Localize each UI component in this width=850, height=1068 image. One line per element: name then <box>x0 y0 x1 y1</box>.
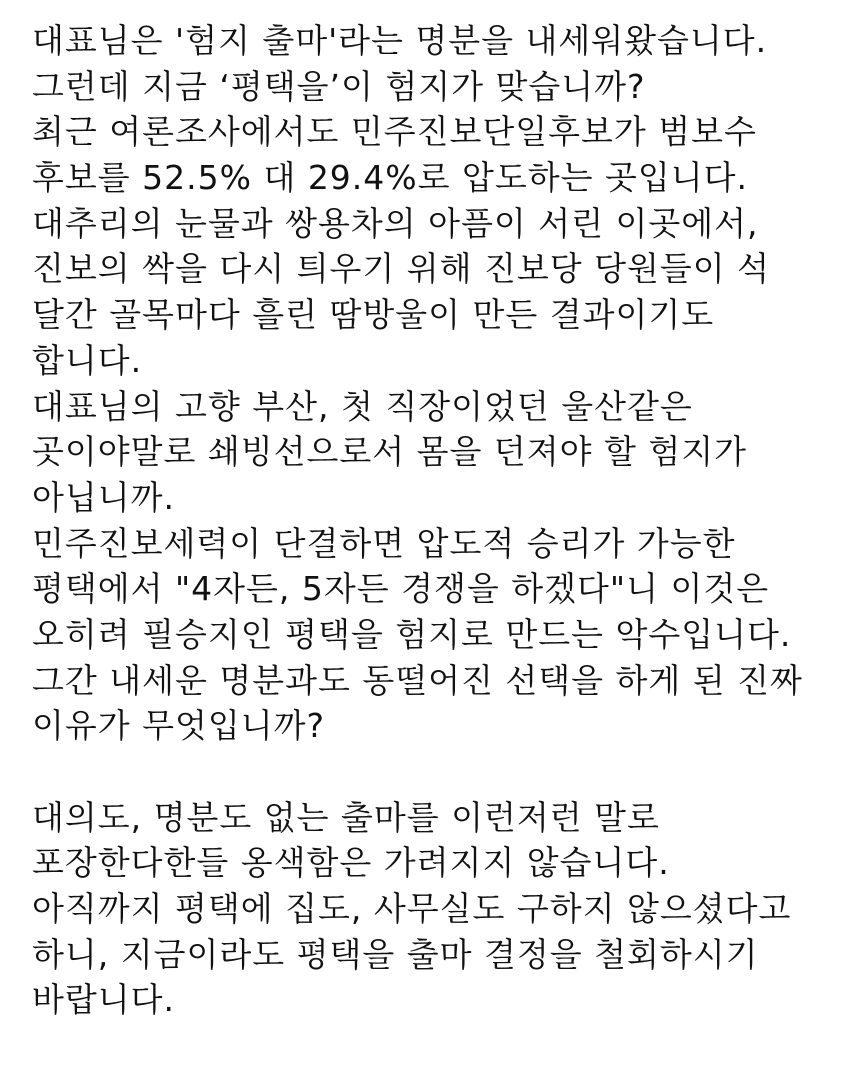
text-line: 민주진보세력이 단결하면 압도적 승리가 가능한 <box>32 523 736 563</box>
text-line: 바랍니다. <box>32 980 176 1020</box>
paragraph-spacer <box>32 749 832 795</box>
text-line: 그간 내세운 명분과도 동떨어진 선택을 하게 된 진짜 <box>32 660 803 700</box>
text-line: 후보를 52.5% 대 29.4%로 압도하는 곳입니다. <box>32 158 749 198</box>
letter-text <box>32 18 832 1023</box>
text-line: 아직까지 평택에 집도, 사무실도 구하지 않으셨다고 <box>32 889 792 929</box>
text-line: 하니, 지금이라도 평택을 출마 결정을 철회하시기 <box>32 934 759 974</box>
text-line: 대추리의 눈물과 쌍용차의 아픔이 서린 이곳에서, <box>32 203 759 243</box>
text-line: 진보의 싹을 다시 틔우기 위해 진보당 당원들이 석 <box>32 249 770 289</box>
text-line: 최근 여론조사에서도 민주진보단일후보가 범보수 <box>32 112 757 152</box>
text-line: 이유가 무엇입니까? <box>32 706 326 746</box>
text-line: 합니다. <box>32 340 143 380</box>
text-line: 오히려 필승지인 평택을 험지로 만드는 악수입니다. <box>32 614 792 654</box>
text-line: 곳이야말로 쇄빙선으로서 몸을 던져야 할 험지가 <box>32 432 748 472</box>
text-line: 달간 골목마다 흘린 땀방울이 만든 결과이기도 <box>32 295 715 335</box>
text-line: 대표님의 고향 부산, 첫 직장이었던 울산같은 <box>32 386 693 426</box>
text-line: 대표님은 '험지 출마'라는 명분을 내세워왔습니다. <box>32 21 768 60</box>
text-line: 아닙니까. <box>32 477 176 517</box>
text-line: 대의도, 명분도 없는 출마를 이런저런 말로 <box>32 797 660 837</box>
text-line: 포장한다한들 옹색함은 가려지지 않습니다. <box>32 843 670 883</box>
text-line: 그런데 지금 ‘평택을’이 험지가 맞습니까? <box>32 66 646 106</box>
text-line: 평택에서 "4자든, 5자든 경쟁을 하겠다"니 이것은 <box>32 569 770 609</box>
